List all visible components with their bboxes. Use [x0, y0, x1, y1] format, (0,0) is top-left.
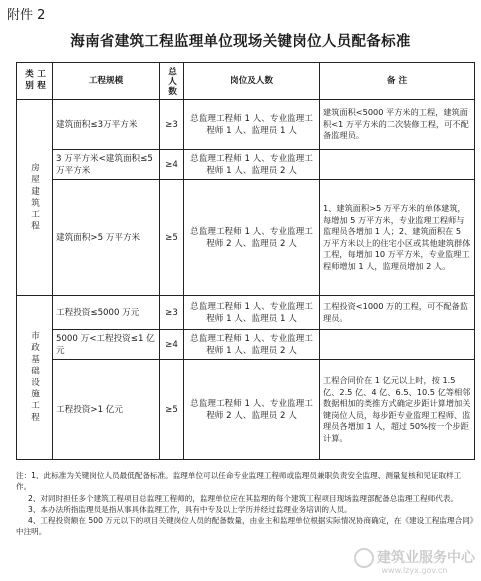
positions-cell: 总监理工程师 1 人、专业监理工程师 1 人、监理员 2 人: [184, 150, 320, 180]
scale-cell: 工程投资≤5000 万元: [53, 296, 160, 330]
total-cell: ≥5: [160, 360, 184, 460]
notes-section: [16, 470, 474, 538]
table-header-row: [17, 63, 475, 100]
watermark-url: www.lzyx.gov.cn: [381, 566, 448, 575]
category-housing: 房屋建筑工程: [17, 100, 53, 296]
table-row: [17, 360, 475, 460]
table-row: [17, 150, 475, 180]
header-total: 总人数: [160, 63, 184, 100]
header-category: 工程类别: [17, 63, 53, 100]
table-row: [17, 100, 475, 150]
header-positions: 岗位及人数: [184, 63, 320, 100]
watermark-logo-icon: [354, 548, 374, 568]
scale-cell: 工程投资>1 亿元: [53, 360, 160, 460]
note-item: 2、对同时担任多个建筑工程项目总监理工程师的，监理单位应在其监理的每个建筑工程项目现场监理部配备总监理工程师代表。: [28, 493, 459, 503]
scale-cell: 建筑面积>5 万平方米: [53, 180, 160, 296]
remark-cell: 建筑面积<5000 平方米的工程，建筑面积<1 万平方米的二次装修工程，可不配备监理员。: [320, 100, 475, 150]
total-cell: ≥4: [160, 150, 184, 180]
remark-cell: [320, 150, 475, 180]
table-row: [17, 330, 475, 360]
category-municipal: 市政基础设施工程: [17, 296, 53, 460]
total-cell: ≥5: [160, 180, 184, 296]
document-title: 海南省建筑工程监理单位现场关键岗位人员配备标准: [70, 34, 411, 50]
positions-cell: 总监理工程师 1 人、专业监理工程师 1 人、监理员 1 人: [184, 100, 320, 150]
positions-cell: 总监理工程师 1 人、专业监理工程师 2 人、监理员 2 人: [184, 360, 320, 460]
table-row: [17, 296, 475, 330]
total-cell: ≥3: [160, 100, 184, 150]
total-cell: ≥3: [160, 296, 184, 330]
table-row: [17, 180, 475, 296]
header-remarks: 备 注: [320, 63, 475, 100]
positions-cell: 总监理工程师 1 人、专业监理工程师 1 人、监理员 1 人: [184, 296, 320, 330]
attachment-label: 附件 2: [7, 8, 46, 23]
staffing-table: [16, 62, 475, 460]
watermark: [354, 547, 475, 575]
remark-cell: 工程投资<1000 万的工程，可不配备监理员。: [320, 296, 475, 330]
remark-cell: 工程合同价在 1 亿元以上时，按 1.5 亿、2.5 亿、4 亿、6.5、10.5 亿等相邻数据相加的类推方式确定步距计算增加关键岗位人员，每步距专业监理工程师、监理员各增加 1 人，超过 50%按一个步距计算。: [320, 360, 475, 460]
note-item: 4、工程投资额在 500 万元以下的项目关键岗位人员的配备数量，由业主和监理单位根据实际情况协商确定，在《建设工程监理合同》中注明。: [16, 516, 474, 537]
scale-cell: 5000 万<工程投资≤1 亿元: [53, 330, 160, 360]
scale-cell: 建筑面积≤3万平方米: [53, 100, 160, 150]
watermark-text: 建筑业服务中心: [377, 550, 475, 566]
remark-cell: [320, 330, 475, 360]
total-cell: ≥4: [160, 330, 184, 360]
note-item: 3、本办法所指监理员是指从事具体监理工作，具有中专及以上学历并经过监理业务培训的人员。: [28, 504, 352, 514]
header-scale: 工程规模: [53, 63, 160, 100]
scale-cell: 3 万平方米<建筑面积≤5 万平方米: [53, 150, 160, 180]
positions-cell: 总监理工程师 1 人、专业监理工程师 1 人、监理员 2 人: [184, 330, 320, 360]
positions-cell: 总监理工程师 1 人、专业监理工程师 2 人、监理员 2 人: [184, 180, 320, 296]
note-item: 注：1、此标准为关键岗位人员最低配备标准。监理单位可以任命专业监理工程师或监理员兼职负责安全监理、测量复核和见证取样工作。: [16, 471, 462, 492]
remark-cell: 1、建筑面积>5 万平方米的单体建筑，每增加 5 万平方米，专业监理工程师与监理员各增加 1 人；2、建筑面积在 5 万平方米以上的住宅小区或其他建筑群体工程，每增加 10 万平方米，专业监理工程师增加 1 人，监理员增加 2 人。: [320, 180, 475, 296]
